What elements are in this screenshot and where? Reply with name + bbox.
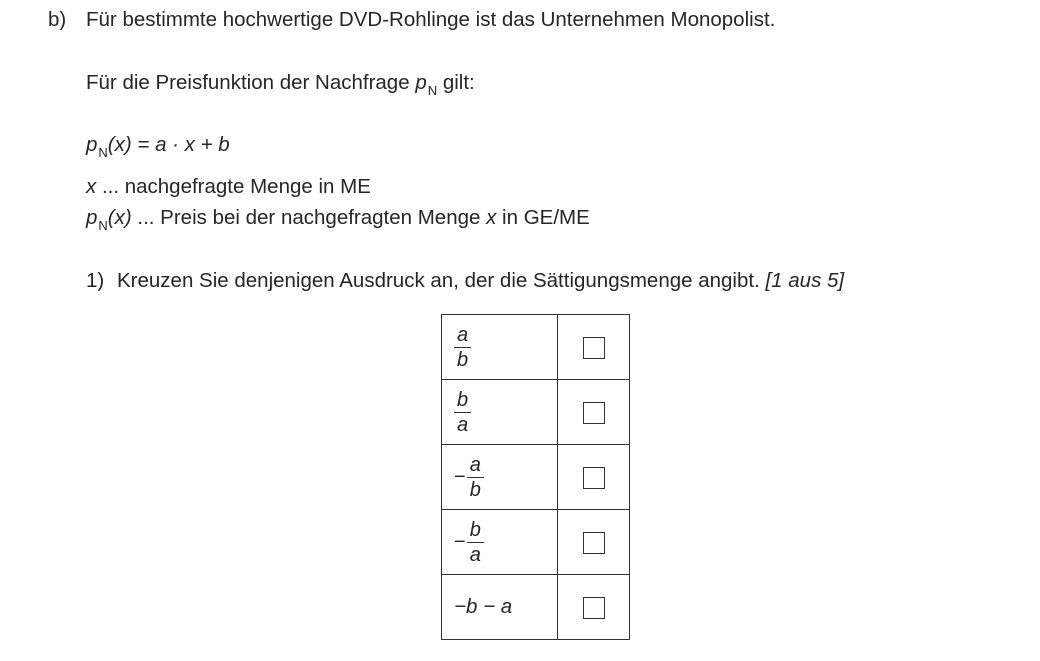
price-formula: [86, 133, 230, 160]
fraction-numerator: b: [467, 520, 484, 543]
question-line: [117, 271, 844, 292]
option-row-5: [442, 575, 630, 640]
fraction-2: [454, 390, 471, 435]
option-checkbox-5[interactable]: [583, 597, 605, 619]
option-checkbox-3[interactable]: [583, 467, 605, 489]
option-checkbox-1[interactable]: [583, 337, 605, 359]
negative-sign: −: [454, 530, 466, 553]
option-expression-5: [442, 575, 558, 640]
price-symbol: p: [415, 71, 427, 94]
fraction-denominator: a: [469, 543, 481, 566]
fraction-4: [467, 520, 484, 565]
fraction-1: [454, 325, 471, 370]
var-p-arg: (x): [107, 206, 132, 229]
option-expression-2: [442, 380, 558, 445]
var-p-subscript: N: [98, 218, 108, 233]
var-p-definition: [86, 206, 590, 233]
var-x-definition: [86, 177, 371, 198]
price-subscript: N: [427, 83, 438, 98]
option-checkbox-cell-5: [558, 575, 630, 640]
option-checkbox-cell-1: [558, 315, 630, 380]
formula-p: p: [86, 133, 98, 156]
fraction-numerator: a: [467, 455, 484, 478]
var-p-desc-pre: ... Preis bei der nachgefragten Menge: [131, 206, 487, 229]
var-p-desc-post: in GE/ME: [496, 206, 590, 229]
option-checkbox-cell-4: [558, 510, 630, 575]
fraction-denominator: b: [457, 348, 469, 371]
formula-rhs: (x) = a · x + b: [107, 133, 230, 156]
option-expression-4: [442, 510, 558, 575]
option-expression-1: [442, 315, 558, 380]
task-intro: Für bestimmte hochwertige DVD-Rohlinge ist das Unternehmen Monopolist.: [86, 8, 776, 31]
option-row-1: [442, 315, 630, 380]
price-function-tail: gilt:: [442, 71, 475, 94]
question-number: 1): [86, 269, 105, 292]
option-expression-3: [442, 445, 558, 510]
price-function-lead: Für die Preisfunktion der Nachfrage: [86, 71, 410, 94]
question-text: Kreuzen Sie denjenigen Ausdruck an, der die Sättigungsmenge angibt.: [117, 269, 760, 292]
var-p-desc-x: x: [486, 206, 497, 229]
answer-table: [441, 314, 630, 640]
option-row-3: [442, 445, 630, 510]
fraction-denominator: a: [457, 413, 469, 436]
negative-sign: −: [454, 465, 466, 488]
option-checkbox-cell-3: [558, 445, 630, 510]
var-x-desc: ... nachgefragte Menge in ME: [96, 175, 371, 198]
fraction-3: [467, 455, 484, 500]
option-row-4: [442, 510, 630, 575]
formula-subscript: N: [98, 145, 108, 160]
option-checkbox-2[interactable]: [583, 402, 605, 424]
var-x-symbol: x: [86, 175, 97, 198]
fraction-numerator: b: [454, 390, 471, 413]
price-function-lead-line: [86, 71, 475, 98]
option-checkbox-4[interactable]: [583, 532, 605, 554]
option-checkbox-cell-2: [558, 380, 630, 445]
option-row-2: [442, 380, 630, 445]
task-label: b): [48, 8, 67, 31]
question-hint: [1 aus 5]: [765, 269, 845, 292]
plain-expression: −b − a: [454, 595, 513, 618]
fraction-denominator: b: [469, 478, 481, 501]
fraction-numerator: a: [454, 325, 471, 348]
var-p-symbol: p: [86, 206, 98, 229]
